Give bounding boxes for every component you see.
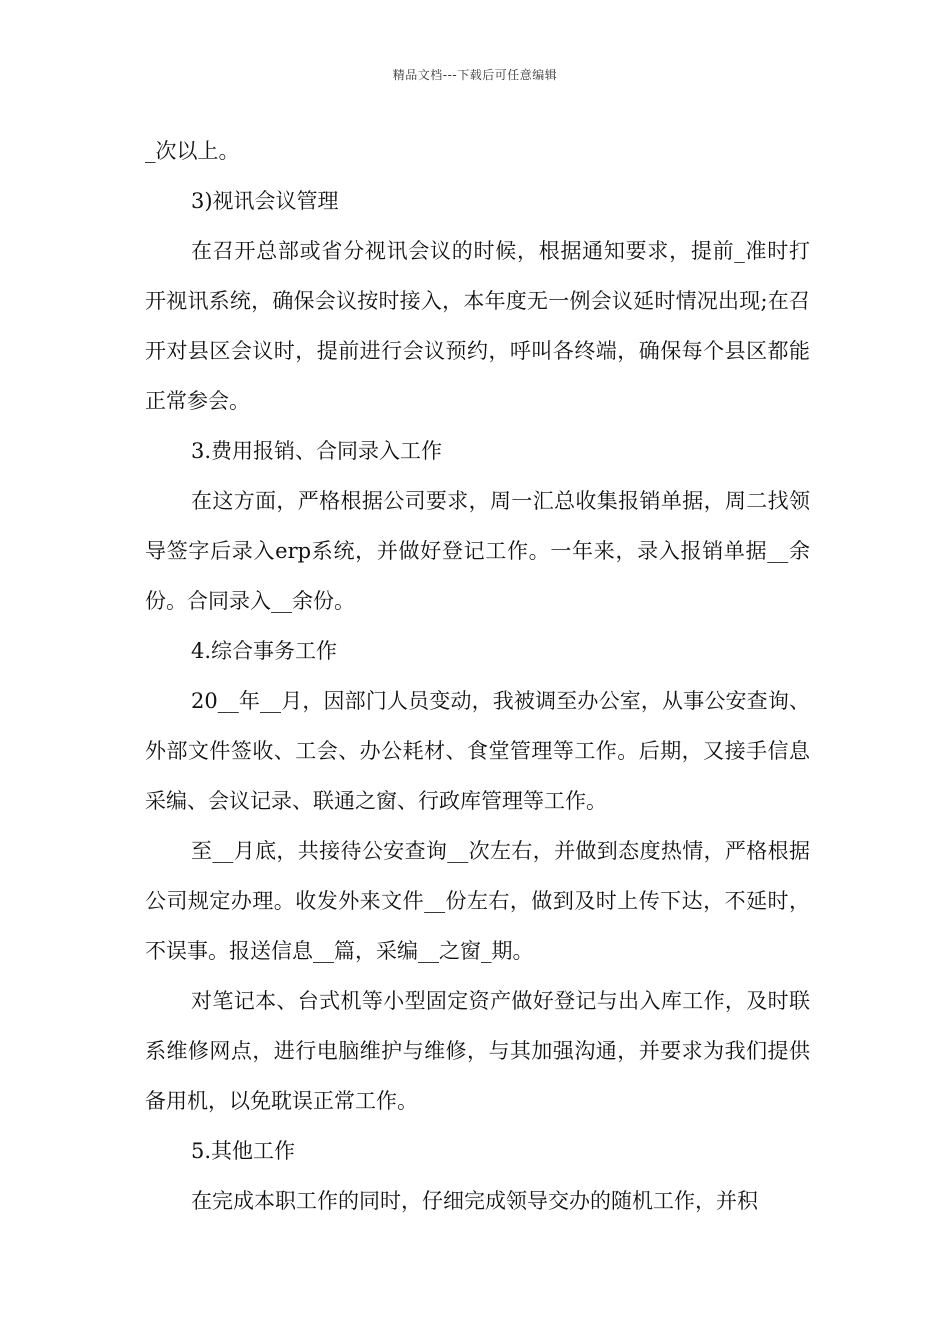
heading-video-conference: 3)视讯会议管理 <box>191 189 339 213</box>
paragraph-police-query: 至__月底，共接待公安查询__次左右，并做到态度热情，严格根据公司规定办理。收发外来文件__份左右，做到及时上传下达，不延时，不误事。报送信息__篇，采编__之窗_期。 <box>145 839 810 963</box>
heading-expense: 3.费用报销、合同录入工作 <box>191 439 443 463</box>
paragraph-video-conference: 在召开总部或省分视讯会议的时候，根据通知要求，提前_准时打开视讯系统，确保会议按时接入，本年度无一例会议延时情况出现;在召开对县区会议时，提前进行会议预约，呼叫各终端，确保每个县区都能正常参会。 <box>145 239 810 413</box>
heading-general-affairs: 4.综合事务工作 <box>191 639 338 663</box>
paragraph-other-work: 在完成本职工作的同时，仔细完成领导交办的随机工作，并积 <box>191 1189 758 1213</box>
page-header: 精品文档---下载后可任意编辑 <box>392 68 558 82</box>
paragraph-continuation: _次以上。 <box>145 139 240 163</box>
heading-other-work: 5.其他工作 <box>191 1139 296 1163</box>
paragraph-general-affairs: 20__年__月，因部门人员变动，我被调至办公室，从事公安查询、外部文件签收、工会、办公耗材、食堂管理等工作。后期，又接手信息采编、会议记录、联通之窗、行政库管理等工作。 <box>145 689 810 813</box>
paragraph-fixed-assets: 对笔记本、台式机等小型固定资产做好登记与出入库工作，及时联系维修网点，进行电脑维护与维修，与其加强沟通，并要求为我们提供备用机，以免耽误正常工作。 <box>145 989 810 1113</box>
paragraph-expense: 在这方面，严格根据公司要求，周一汇总收集报销单据，周二找领导签字后录入erp系统，并做好登记工作。一年来，录入报销单据__余份。合同录入__余份。 <box>145 489 810 613</box>
